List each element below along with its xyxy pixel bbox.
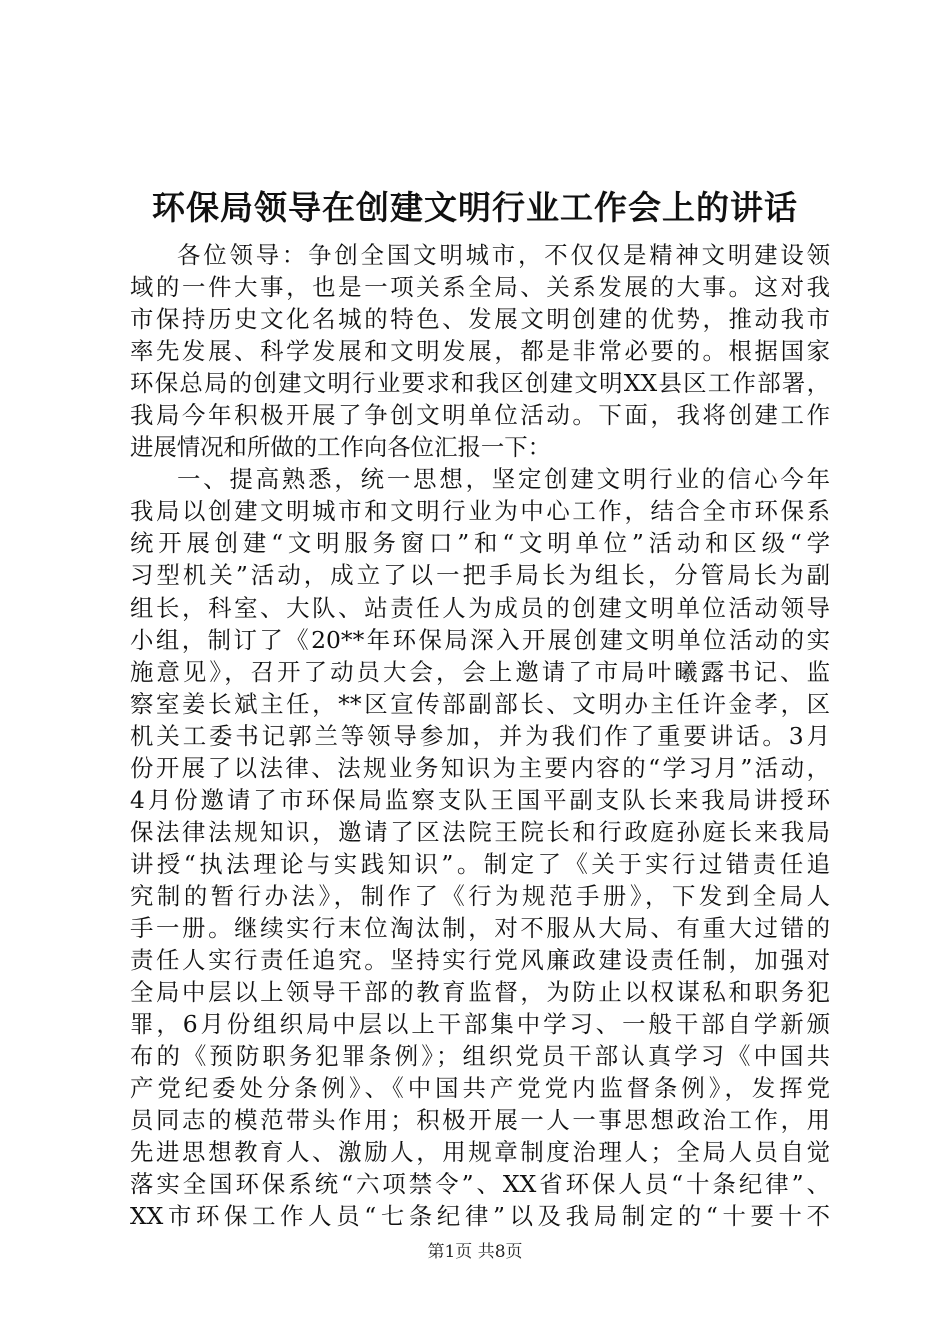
text-line: 一、提高熟悉，统一思想，坚定创建文明行业的信心今年 (177, 465, 830, 494)
text-line: 市保持历史文化名城的特色、发展文明创建的优势，推动我市 (130, 305, 830, 334)
text-line: 域的一件大事，也是一项关系全局、关系发展的大事。这对我 (130, 273, 830, 302)
text-line: 察室姜长斌主任，**区宣传部副部长、文明办主任许金孝，区 (130, 689, 830, 718)
text-line: 落实全国环保系统“六项禁令”、XX省环保人员“十条纪律”、 (130, 1170, 830, 1199)
text-line: 责任人实行责任追究。坚持实行党风廉政建设责任制，加强对 (130, 946, 830, 975)
text-line: 讲授“执法理论与实践知识”。制定了《关于实行过错责任追 (130, 849, 830, 878)
text-line: 各位领导：争创全国文明城市，不仅仅是精神文明建设领 (177, 241, 830, 269)
text-line: 布的《预防职务犯罪条例》；组织党员干部认真学习《中国共 (130, 1042, 830, 1071)
paragraph-intro (130, 239, 830, 463)
text-line: 手一册。继续实行末位淘汰制，对不服从大局、有重大过错的 (130, 913, 830, 942)
text-line: 率先发展、科学发展和文明发展，都是非常必要的。根据国家 (130, 337, 830, 366)
text-line: 先进思想教育人、激励人，用规章制度治理人；全局人员自觉 (130, 1138, 830, 1167)
text-line: 究制的暂行办法》，制作了《行为规范手册》，下发到全局人 (130, 881, 830, 910)
text-line: 产党纪委处分条例》、《中国共产党党内监督条例》，发挥党 (130, 1074, 830, 1103)
text-line: XX市环保工作人员“七条纪律”以及我局制定的“十要十不 (130, 1202, 830, 1231)
text-line: 份开展了以法律、法规业务知识为主要内容的“学习月”活动， (130, 753, 830, 782)
text-line: 机关工委书记郭兰等领导参加，并为我们作了重要讲话。3月 (130, 721, 830, 750)
text-line: 4月份邀请了市环保局监察支队王国平副支队长来我局讲授环 (130, 785, 830, 814)
text-line: 统开展创建“文明服务窗口”和“文明单位”活动和区级“学 (130, 529, 830, 558)
text-line: 小组，制订了《20**年环保局深入开展创建文明单位活动的实 (130, 625, 830, 654)
paragraph-section-one (130, 463, 830, 1232)
text-line: 保法律法规知识，邀请了区法院王院长和行政庭孙庭长来我局 (130, 817, 830, 846)
text-line: 进展情况和所做的工作向各位汇报一下： (130, 433, 552, 462)
text-line: 我局以创建文明城市和文明行业为中心工作，结合全市环保系 (130, 497, 830, 526)
text-line: 员同志的模范带头作用；积极开展一人一事思想政治工作，用 (130, 1106, 830, 1135)
text-line: 组长，科室、大队、站责任人为成员的创建文明单位活动领导 (130, 593, 830, 622)
text-line: 罪，6月份组织局中层以上干部集中学习、一般干部自学新颁 (130, 1010, 830, 1039)
document-title: 环保局领导在创建文明行业工作会上的讲话 (152, 188, 798, 227)
document-body (130, 239, 830, 1232)
text-line: 施意见》，召开了动员大会，会上邀请了市局叶曦露书记、监 (130, 657, 830, 686)
text-line: 全局中层以上领导干部的教育监督，为防止以权谋私和职务犯 (130, 978, 830, 1007)
text-line: 环保总局的创建文明行业要求和我区创建文明XX县区工作部署， (130, 369, 830, 398)
page-number-footer: 第1页 共8页 (427, 1242, 523, 1262)
text-line: 我局今年积极开展了争创文明单位活动。下面，我将创建工作 (130, 401, 830, 430)
text-line: 习型机关”活动，成立了以一把手局长为组长，分管局长为副 (130, 561, 830, 590)
